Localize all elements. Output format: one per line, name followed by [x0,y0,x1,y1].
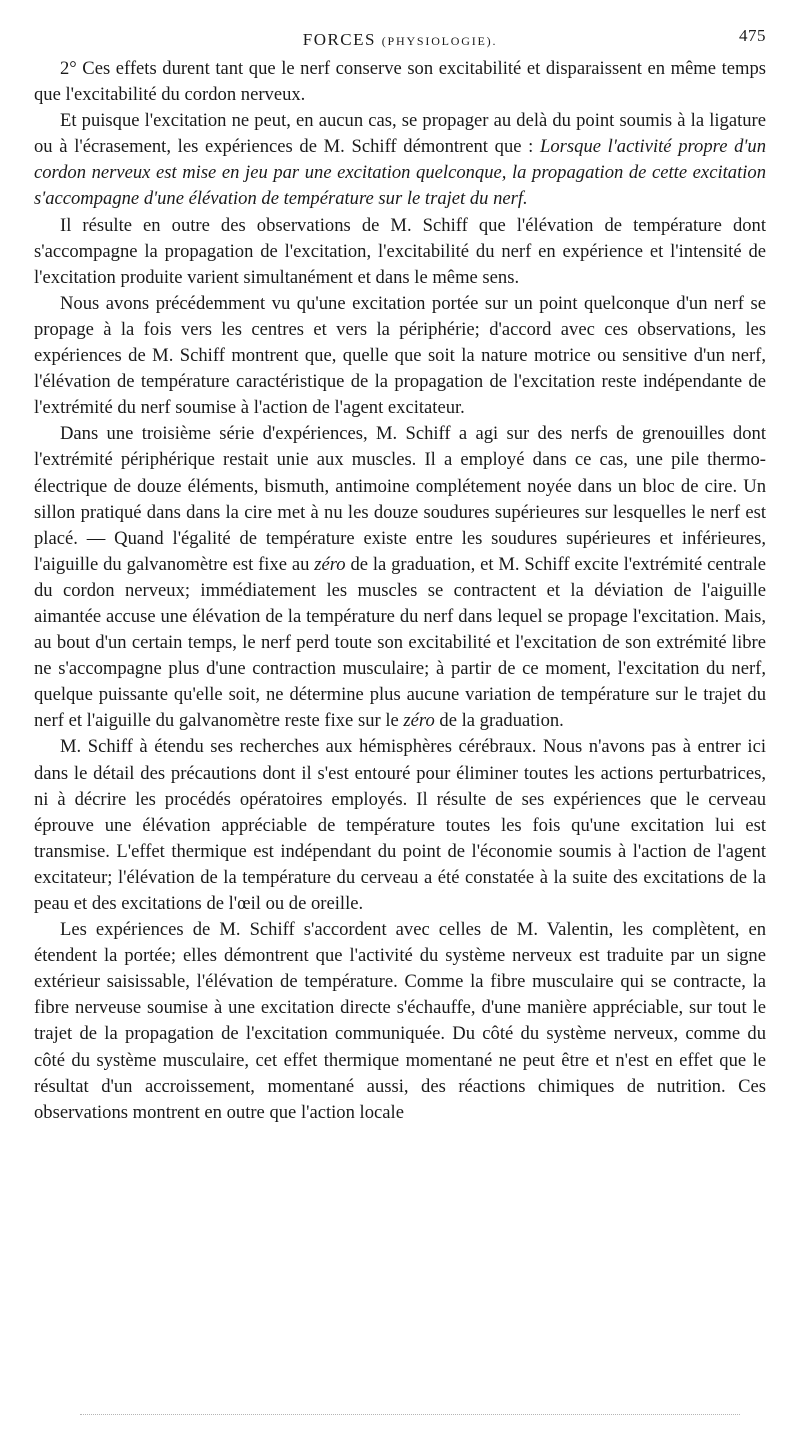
paragraph-3 [34,213,766,291]
paragraph-2-text: Et puisque l'excitation ne peut, en aucun cas, se propager au delà du point soumis à la ligature ou à l'écrasement, les expériences de M. Schiff démontrent que : [34,110,766,158]
paragraph-4-text: Nous avons précédemment vu qu'une excitation portée sur un point quelconque d'un nerf se propage à la fois vers les centres et vers la périphérie; d'accord avec ces observations, les expériences de M. Schiff montrent que, quelle que soit la nature motrice ou sensitive d'un nerf, l'élévation de température caractéristique de la propagation de l'excitation reste indépendante de l'extrémité du nerf soumise à l'action de l'agent excitateur. [34,292,766,419]
paragraph-5-emphasis-zero-2: zéro [403,710,435,732]
paragraph-7-text: Les expériences de M. Schiff s'accordent avec celles de M. Valentin, les complètent, en étendent la portée; elles démontrent que l'activité du système nerveux est traduite par un signe extérieur saisissable, l'élévation de température. Comme la fibre musculaire qui se contracte, la fibre nerveuse soumise à une excitation directe s'échauffe, d'une manière appréciable, sur tout le trajet de la propagation de l'excitation communiquée. Du côté du système nerveux, comme du côté du système musculaire, cet effet thermique momentané ne peut être et n'est en effet que le résultat d'un accroissement, momentané aussi, des réactions chimiques de nutrition. Ces observations montrent en outre que l'action locale [34,919,766,1123]
paragraph-5-text-end: de la graduation. [434,710,564,732]
paragraph-5-text-cont: de la graduation, et M. Schiff excite l'extrémité centrale du cordon nerveux; immédiatement les muscles se contractent et la déviation de l'aiguille aimantée accuse une élévation de la température du nerf dans lequel se propage l'excitation. Mais, au bout d'un certain temps, le nerf perd toute son excitabilité et l'excitation de son extrémité libre ne s'accompagne plus d'une contraction musculaire; à partir de ce moment, l'excitation du nerf, quelque puissante qu'elle soit, ne détermine plus aucune variation de température sur le trajet du nerf et l'aiguille du galvanomètre reste fixe sur le [34,553,766,732]
paragraph-4 [34,291,766,421]
paragraph-2 [34,108,766,212]
paragraph-1-text: 2° Ces effets durent tant que le nerf conserve son excitabilité et disparaissent en même temps que l'excitabilité du cordon nerveux. [34,58,766,106]
running-title-sub: (PHYSIOLOGIE). [381,34,498,48]
running-head [34,24,766,56]
book-page [34,24,766,1126]
paragraph-5 [34,421,766,734]
paragraph-6 [34,734,766,917]
paragraph-6-text: M. Schiff à étendu ses recherches aux hémisphères cérébraux. Nous n'avons pas à entrer ici dans le détail des précautions dont il s'est entouré pour éliminer toutes les actions perturbatrices, ni à décrire les procédés opératoires employés. Il résulte de ses expériences que le cerveau éprouve une élévation appréciable de température toutes les fois qu'une excitation lui est transmise. L'effet thermique est indépendant du point de l'économie soumis à l'action de l'agent excitateur; l'élévation de la température du cerveau a été constatée à la suite des excitations de la peau et des excitations de l'œil ou de oreille. [34,736,766,914]
running-title-main: FORCES [302,30,376,49]
running-title [34,30,766,50]
paragraph-2-emphasis: Lorsque l'activité propre d'un cordon nerveux est mise en jeu par une excitation quelconque, la propagation de cette excitation s'accompagne d'une élévation de température sur le trajet du nerf. [34,136,766,210]
paragraph-5-text: Dans une troisième série d'expériences, M. Schiff a agi sur des nerfs de grenouilles dont l'extrémité périphérique restait unie aux muscles. Il a employé dans ce cas, une pile thermo-électrique de douze éléments, bismuth, antimoine complétement noyée dans un bloc de cire. Un sillon pratiqué dans dans la cire met à nu les douze soudures supérieures sur lesquelles le nerf est placé. — Quand l'égalité de température existe entre les soudures supérieures et inférieures, l'aiguille du galvanomètre est fixe au [34,423,766,575]
paragraph-3-text: Il résulte en outre des observations de M. Schiff que l'élévation de température dont s'accompagne la propagation de l'excitation, l'excitabilité du nerf en expérience et l'intensité de l'excitation produite varient simultanément et dans le même sens. [34,214,766,288]
paragraph-1 [34,56,766,108]
paragraph-7 [34,917,766,1126]
body-text [34,56,766,1126]
bottom-dotted-rule [80,1414,740,1415]
paragraph-5-emphasis-zero: zéro [314,553,346,575]
page-number: 475 [739,26,766,45]
